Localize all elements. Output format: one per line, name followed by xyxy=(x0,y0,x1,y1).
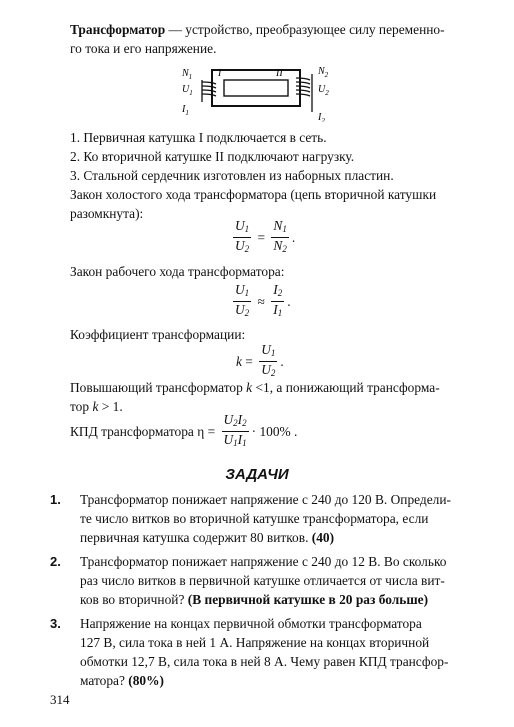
label-u1: $U_1$ xyxy=(182,84,193,97)
transformer-diagram xyxy=(178,62,338,122)
textbook-page: Трансформатор — устройство, преобразующее силу переменно- го тока и его напряжение. $N_1$ $U_1$ $I_1$ $N_2$ $U_2$ $I_2$ I II 1. Первичная катушка I подключается в сеть. 2. Ко вторичной катушке II подключают нагрузку. 3. Стальной сердечник изготовлен из наборных пластин. Закон холостого хода трансформатора (цепь вторичной катушки разомкнута): $\frac{U_1}{U_2}$ = $\frac{N_1}{N_2}$ . Закон рабочего хода трансформатора: $\frac{U_1}{U_2}$ ≈ $\frac{I_2}{I_1}$ . Коэффициент трансформации: k = $\frac{U_1}{U_2}$ . Повышающий трансформатор k <1, а понижающий трансформа- тор k > 1. КПД трансформатора η = $\frac{U_2I_2}{U_1I_1}$ · 100% . ЗАДАЧИ 1. Трансформатор понижает напряжение с 240 до 120 В. Определи- те число витков во вторичной катушке трансформатора, если первичная катушка содержит 80 витков. (40) 2. Трансформатор понижает напряжение с 240 до 12 В. Во сколько раз число витков в первичной катушке отличается от числа вит- ков во вторичной? (В первичной катушке в 20 раз больше) 3. Напряжение на концах первичной обмотки трансформатора 127 В, сила тока в ней 1 А. Напряжение на концах вторичной обмотки 12,7 В, сила тока в ней 8 А. Чему равен КПД трансфор- матора? (80%) 314 xyxy=(0,0,514,727)
label-coil-2: II xyxy=(276,68,283,79)
coef-formula: k = $\frac{U_1}{U_2}$ . xyxy=(236,342,284,378)
page-number: 314 xyxy=(50,692,70,707)
tasks-heading: ЗАДАЧИ xyxy=(225,466,289,483)
steel-core xyxy=(212,70,300,106)
task-answer: (80%) xyxy=(128,673,164,688)
task-answer: (40) xyxy=(311,530,335,545)
step-up-down-text: Повышающий трансформатор k <1, а понижающий трансформа- тор k > 1. xyxy=(70,380,440,414)
idle-law-formula: $\frac{U_1}{U_2}$ = $\frac{N_1}{N_2}$ . xyxy=(235,218,296,254)
task-answer: (В первичной катушке в 20 раз больше) xyxy=(187,592,429,607)
term-transformer: Трансформатор xyxy=(70,22,166,37)
fact-item: 1. Первичная катушка I подключается в сеть. xyxy=(70,130,327,145)
label-u2: $U_2$ xyxy=(318,84,329,97)
transformer-definition: Трансформатор — устройство, преобразующее силу переменно- го тока и его напряжение. xyxy=(70,22,445,56)
label-n1: $N_1$ xyxy=(182,68,193,81)
fact-item: 3. Стальной сердечник изготовлен из наборных пластин. xyxy=(70,168,394,183)
primary-coil xyxy=(202,80,216,102)
work-law-text: Закон рабочего хода трансформатора: xyxy=(70,264,285,279)
label-n2: $N_2$ xyxy=(318,66,329,79)
label-coil-1: I xyxy=(218,68,222,79)
label-i2: $I_2$ xyxy=(318,112,325,122)
label-i1: $I_1$ xyxy=(182,104,189,117)
fact-item: 2. Ко вторичной катушке II подключают нагрузку. xyxy=(70,149,355,164)
coef-text: Коэффициент трансформации: xyxy=(70,327,246,342)
efficiency-formula: КПД трансформатора η = $\frac{U_2I_2}{U_1I_1}$ · 100% . xyxy=(70,412,298,448)
idle-law-text: Закон холостого хода трансформатора (цепь вторичной катушки xyxy=(70,187,437,202)
work-law-formula: $\frac{U_1}{U_2}$ ≈ $\frac{I_2}{I_1}$ . xyxy=(235,282,291,318)
transformer-facts: 1. Первичная катушка I подключается в сеть. 2. Ко вторичной катушке II подключают нагрузку. 3. Стальной сердечник изготовлен из наборных пластин. Закон холостого хода трансформатора (цепь вторичной катушки разомкнута): xyxy=(70,128,470,223)
